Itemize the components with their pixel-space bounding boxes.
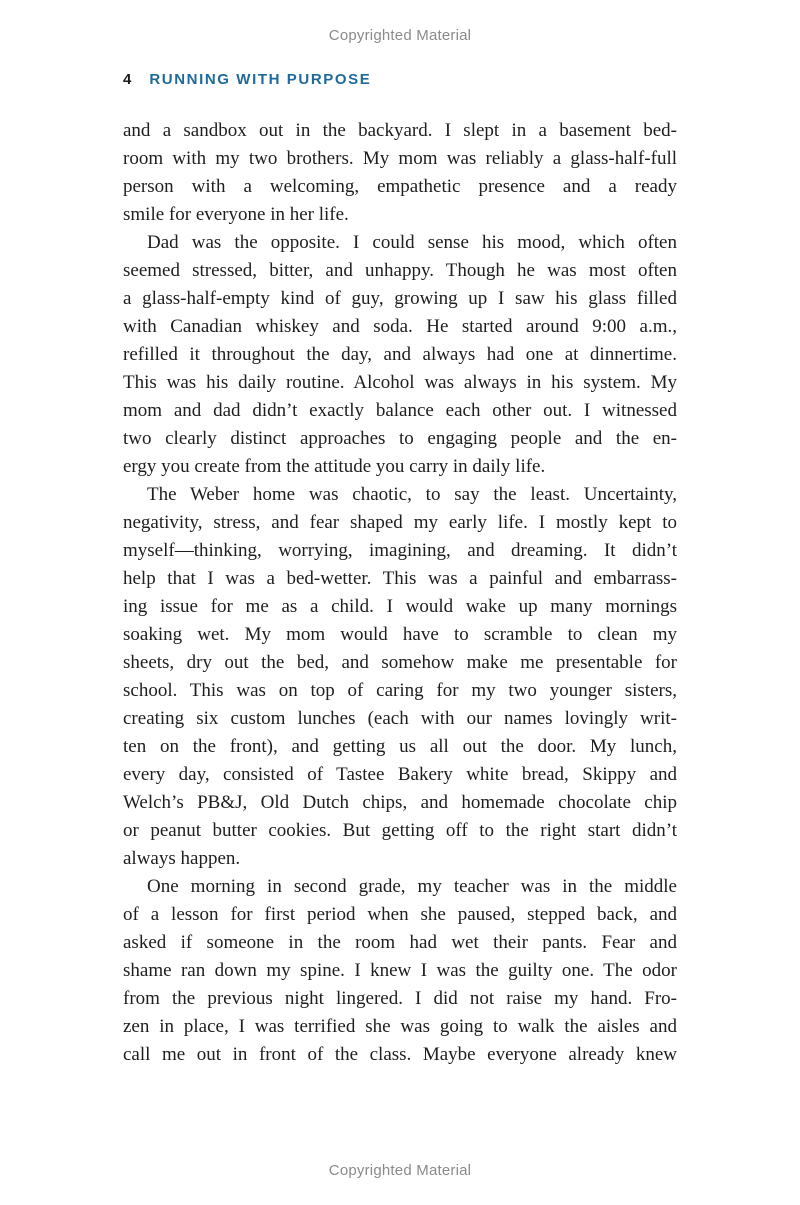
text-line: negativity, stress, and fear shaped my early life. I mostly kept to xyxy=(123,512,677,533)
text-line: soaking wet. My mom would have to scramble to clean my xyxy=(123,624,677,645)
text-line: mom and dad didn’t exactly balance each other out. I witnessed xyxy=(123,400,677,421)
text-line: ergy you create from the attitude you carry in daily life. xyxy=(123,456,546,477)
text-line: myself—thinking, worrying, imagining, and dreaming. It didn’t xyxy=(123,540,677,561)
text-line: zen in place, I was terrified she was going to walk the aisles and xyxy=(123,1016,677,1037)
text-line: and a sandbox out in the backyard. I slept in a basement bed- xyxy=(123,120,677,141)
text-line: school. This was on top of caring for my two younger sisters, xyxy=(123,680,677,701)
text-line: or peanut butter cookies. But getting off to the right start didn’t xyxy=(123,820,677,841)
page-number: 4 xyxy=(123,71,132,88)
text-line: seemed stressed, bitter, and unhappy. Though he was most often xyxy=(123,260,677,281)
text-line: room with my two brothers. My mom was reliably a glass-half-full xyxy=(123,148,677,169)
text-line: with Canadian whiskey and soda. He started around 9:00 a.m., xyxy=(123,316,677,337)
text-line: One morning in second grade, my teacher was in the middle xyxy=(147,876,677,897)
text-line: of a lesson for first period when she paused, stepped back, and xyxy=(123,904,677,925)
text-line: Dad was the opposite. I could sense his mood, which often xyxy=(147,232,677,253)
text-line: always happen. xyxy=(123,848,241,869)
copyright-watermark-top: Copyrighted Material xyxy=(328,27,472,44)
text-line: asked if someone in the room had wet their pants. Fear and xyxy=(123,932,677,953)
text-line: Welch’s PB&J, Old Dutch chips, and homemade chocolate chip xyxy=(123,792,677,813)
text-line: person with a welcoming, empathetic presence and a ready xyxy=(123,176,677,197)
text-line: creating six custom lunches (each with our names lovingly writ- xyxy=(123,708,677,729)
text-line: ing issue for me as a child. I would wake up many mornings xyxy=(123,596,677,617)
text-line: from the previous night lingered. I did not raise my hand. Fro- xyxy=(123,988,677,1009)
text-line: The Weber home was chaotic, to say the least. Uncertainty, xyxy=(147,484,677,505)
body-text xyxy=(123,117,677,1069)
book-title: RUNNING WITH PURPOSE xyxy=(149,71,372,88)
text-line: refilled it throughout the day, and always had one at dinnertime. xyxy=(123,344,677,365)
text-line: sheets, dry out the bed, and somehow make me presentable for xyxy=(123,652,677,673)
copyright-watermark-bottom: Copyrighted Material xyxy=(328,1162,472,1179)
text-line: shame ran down my spine. I knew I was the guilty one. The odor xyxy=(123,960,677,981)
text-line: a glass-half-empty kind of guy, growing up I saw his glass filled xyxy=(123,288,677,309)
text-line: two clearly distinct approaches to engaging people and the en- xyxy=(123,428,677,449)
text-line: call me out in front of the class. Maybe everyone already knew xyxy=(123,1044,677,1065)
text-line: This was his daily routine. Alcohol was always in his system. My xyxy=(123,372,677,393)
text-line: ten on the front), and getting us all out the door. My lunch, xyxy=(123,736,677,757)
running-head xyxy=(123,71,371,88)
text-line: help that I was a bed-wetter. This was a painful and embarrass- xyxy=(123,568,677,589)
text-line: smile for everyone in her life. xyxy=(123,204,349,225)
text-line: every day, consisted of Tastee Bakery white bread, Skippy and xyxy=(123,764,677,785)
